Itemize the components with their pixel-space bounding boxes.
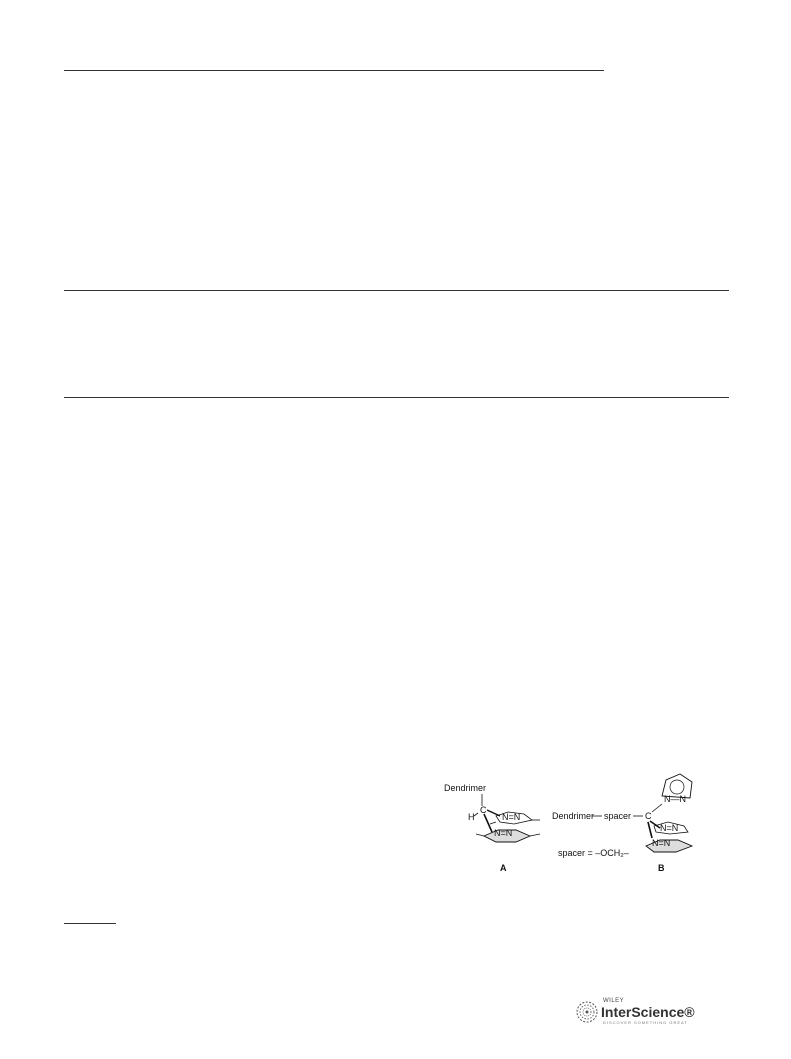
middle-rule-upper <box>64 290 729 291</box>
structure-b <box>552 774 692 873</box>
structure-b-spacer-label: spacer <box>604 811 632 821</box>
logo-brand: InterScience® <box>601 1004 695 1020</box>
structure-a-dendrimer-label: Dendrimer <box>444 783 487 793</box>
structure-b-pyrazole-nn: N—N <box>664 794 686 804</box>
structure-b-spacer-definition: spacer = –OCH₂– <box>558 848 629 858</box>
structure-a-nn-upper: N=N <box>502 812 521 822</box>
logo-publisher: WILEY <box>603 998 625 1004</box>
structure-drawing <box>440 768 740 878</box>
chemical-structure-figure <box>440 768 740 878</box>
interscience-logo <box>575 998 695 1028</box>
structure-b-nn-lower: N=N <box>652 838 671 848</box>
structure-a-carbon: C <box>480 805 487 815</box>
structure-b-dendrimer-label: Dendrimer <box>552 811 595 821</box>
structure-a <box>444 783 540 873</box>
middle-rule-lower <box>64 397 729 398</box>
structure-a-hydrogen: H <box>468 812 475 822</box>
structure-b-nn-upper: N=N <box>660 823 679 833</box>
footnote-rule <box>64 923 116 924</box>
top-rule <box>64 70 604 71</box>
logo-swirl-icon <box>575 1000 599 1024</box>
structure-b-caption: B <box>658 863 665 873</box>
structure-b-carbon: C <box>645 811 652 821</box>
logo-tagline: DISCOVER SOMETHING GREAT <box>603 1020 688 1025</box>
structure-a-nn-lower: N=N <box>494 828 513 838</box>
structure-a-caption: A <box>500 863 507 873</box>
